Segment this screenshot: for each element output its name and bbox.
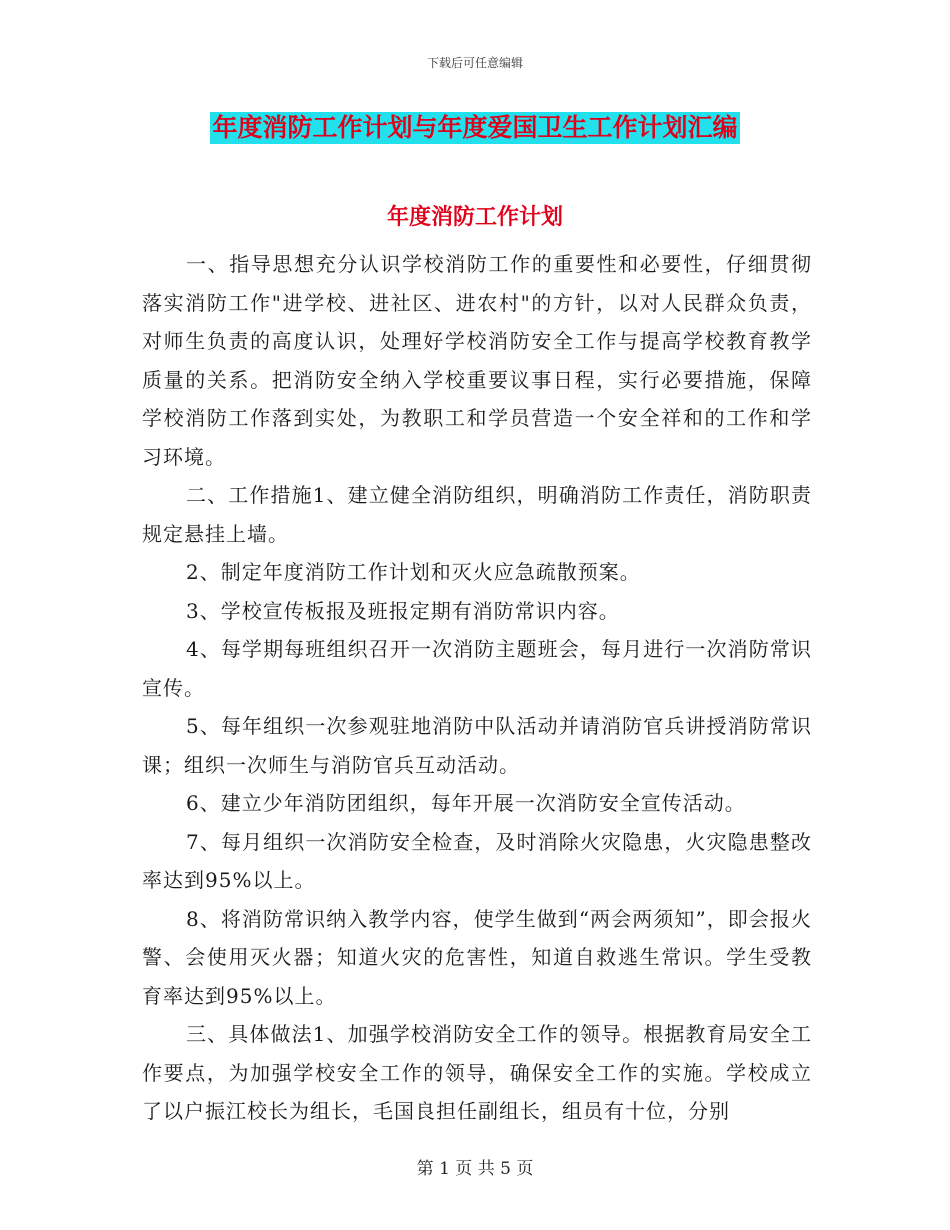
paragraph-item-5: 5、每年组织一次参观驻地消防中队活动并请消防官兵讲授消防常识课；组织一次师生与消防官兵互动活动。 [142, 714, 812, 777]
page-footer: 第 1 页 共 5 页 [416, 1159, 534, 1179]
paragraph-item-2: 2、制定年度消防工作计划和灭火应急疏散预案。 [186, 560, 641, 584]
paragraph-work-measures: 二、工作措施1、建立健全消防组织，明确消防工作责任，消防职责规定悬挂上墙。 [142, 483, 812, 546]
paragraph-guiding-ideology: 一、指导思想充分认识学校消防工作的重要性和必要性，仔细贯彻落实消防工作"进学校、进社区、进农村"的方针，以对人民群众负责，对师生负责的高度认识，处理好学校消防安全工作与提高学校教育教学质量的关系。把消防安全纳入学校重要议事日程，实行必要措施，保障学校消防工作落到实处，为教职工和学员营造一个安全祥和的工作和学习环境。 [142, 252, 812, 469]
header-note: 下载后可任意编辑 [426, 56, 523, 70]
paragraph-item-4: 4、每学期每班组织召开一次消防主题班会，每月进行一次消防常识宣传。 [142, 637, 812, 700]
paragraph-item-3: 3、学校宣传板报及班报定期有消防常识内容。 [186, 598, 620, 623]
document-title-wrapper [0, 112, 950, 144]
paragraph-item-7: 7、每月组织一次消防安全检查，及时消除火灾隐患，火灾隐患整改率达到95%以上。 [142, 829, 812, 892]
paragraph-item-8: 8、将消防常识纳入教学内容，使学生做到“两会两须知”，即会报火警、会使用灭火器；知道火灾的危害性，知道自救逃生常识。学生受教育率达到95%以上。 [142, 906, 812, 1008]
document-body [142, 245, 812, 1131]
document-title: 年度消防工作计划与年度爱国卫生工作计划汇编 [212, 113, 738, 142]
section-title: 年度消防工作计划 [386, 205, 563, 230]
paragraph-item-6: 6、建立少年消防团组织，每年开展一次消防安全宣传活动。 [186, 791, 746, 815]
paragraph-specific-methods: 三、具体做法1、加强学校消防安全工作的领导。根据教育局安全工作要点，为加强学校安全工作的领导，确保安全工作的实施。学校成立了以户振江校长为组长，毛国良担任副组长，组员有十位，分别 [142, 1022, 812, 1123]
